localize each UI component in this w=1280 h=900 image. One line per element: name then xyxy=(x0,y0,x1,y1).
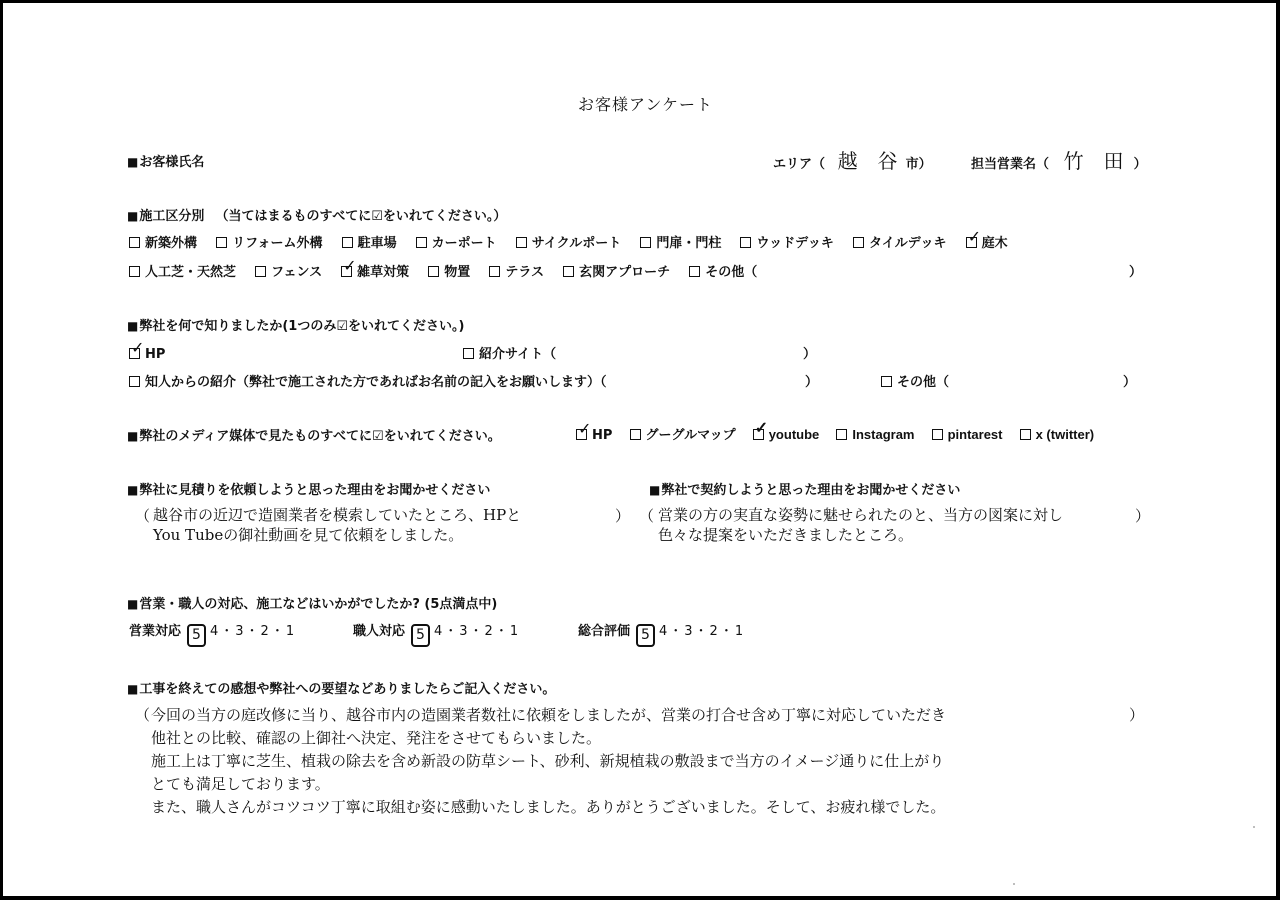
checkbox-icon[interactable] xyxy=(342,237,353,248)
estimate-reason-answer[interactable] xyxy=(153,505,521,545)
feedback-line: 施工上は丁寧に芝生、植栽の除去を含め新設の防草シート、砂利、新規植栽の敷設まで当方のイメージ通りに仕上がり xyxy=(151,752,945,770)
construction-row-1 xyxy=(129,232,1022,251)
rating-overall xyxy=(578,620,745,647)
paren-close: ） xyxy=(1133,157,1147,172)
scan-speck xyxy=(1253,826,1255,828)
feedback-line: 今回の当方の庭改修に当り、越谷市内の造園業者数社に依頼をしましたが、営業の打合せ含め丁寧に対応していただき xyxy=(151,706,947,724)
option-tiledeck[interactable]: タイルデッキ xyxy=(853,232,946,251)
checkbox-checked-icon[interactable] xyxy=(966,237,977,248)
checkbox-icon[interactable] xyxy=(489,266,500,277)
answer-line: 越谷市の近辺で造園業者を模索していたところ、HPと xyxy=(153,506,522,524)
paren-open: （ xyxy=(135,706,151,724)
estimate-reason-heading: ■ 弊社に見積りを依頼しようと思った理由をお聞かせください xyxy=(127,479,490,498)
contract-reason-heading: ■ 弊社で契約しようと思った理由をお聞かせください xyxy=(649,479,960,498)
checkbox-icon[interactable] xyxy=(129,266,140,277)
checkbox-checked-icon[interactable] xyxy=(753,429,764,440)
checkbox-icon[interactable] xyxy=(836,429,847,440)
feedback-line: 他社との比較、確認の上御社へ決定、発注をさせてもらいました。 xyxy=(151,729,602,747)
area-suffix: 市 xyxy=(905,157,919,172)
feedback-line: また、職人さんがコツコツ丁寧に取組む姿に感動いたしました。ありがとうございました。そして、お疲れ様でした。 xyxy=(151,798,946,816)
checkbox-icon[interactable] xyxy=(881,376,892,387)
checkbox-icon[interactable] xyxy=(932,429,943,440)
rating-label: 総合評価 xyxy=(578,624,631,639)
option-turf[interactable]: 人工芝・天然芝 xyxy=(129,261,236,280)
instruction-text: （当てはまるものすべてに☑をいれてください。） xyxy=(215,209,507,224)
option-shinchiku[interactable]: 新築外構 xyxy=(129,232,197,251)
site-close-paren: ） xyxy=(803,347,817,362)
option-fence[interactable]: フェンス xyxy=(255,261,322,280)
checkbox-icon[interactable] xyxy=(463,348,474,359)
selected-score-5[interactable]: 5 xyxy=(636,624,655,647)
contract-reason-answer[interactable] xyxy=(658,505,1063,545)
source-site[interactable] xyxy=(463,343,570,362)
option-reform[interactable]: リフォーム外構 xyxy=(216,232,322,251)
source-referral[interactable] xyxy=(129,371,621,390)
construction-row-2 xyxy=(129,261,771,280)
paren-open: （ xyxy=(1036,157,1050,172)
score-options[interactable]: 4・3・2・1 xyxy=(210,624,297,639)
checkbox-icon[interactable] xyxy=(1020,429,1031,440)
paren-open: （ xyxy=(135,507,151,525)
feedback-answer[interactable] xyxy=(151,704,946,819)
option-gate[interactable]: 門扉・門柱 xyxy=(640,232,721,251)
answer-line: You Tubeの御社動画を見て依頼をしました。 xyxy=(153,526,464,544)
source-other-label: その他（ xyxy=(897,375,950,390)
checkbox-icon[interactable] xyxy=(689,266,700,277)
paren-close: ） xyxy=(615,507,631,525)
sales-value: 竹 田 xyxy=(1063,149,1124,173)
feedback-heading: ■ 工事を終えての感想や弊社への要望などありましたらご記入ください。 xyxy=(127,678,555,697)
paren-close: ） xyxy=(1135,507,1151,525)
media-heading: ■ 弊社のメディア媒体で見たものすべてに☑をいれてください。 xyxy=(127,425,501,444)
checkbox-checked-icon[interactable] xyxy=(129,348,140,359)
area-label: エリア xyxy=(773,157,813,172)
page-title: お客様アンケート xyxy=(578,95,714,114)
checkbox-icon[interactable] xyxy=(129,237,140,248)
checkbox-icon[interactable] xyxy=(563,266,574,277)
option-cycleport[interactable]: サイクルポート xyxy=(516,232,621,251)
paren-open: （ xyxy=(812,157,826,172)
answer-line: 営業の方の実直な姿勢に魅せられたのと、当方の図案に対し xyxy=(658,506,1064,524)
checkbox-icon[interactable] xyxy=(516,237,527,248)
rating-label: 職人対応 xyxy=(353,624,406,639)
feedback-line: とても満足しております。 xyxy=(151,775,330,793)
checkbox-icon[interactable] xyxy=(630,429,641,440)
media-options xyxy=(576,424,1108,443)
source-hp-label: HP xyxy=(145,347,166,362)
media-pinterest[interactable]: pintarest xyxy=(932,427,1003,442)
rating-heading: ■ 営業・職人の対応、施工などはいかがでしたか? (5点満点中) xyxy=(127,593,497,612)
source-site-label: 紹介サイト（ xyxy=(479,347,557,362)
source-heading: ■ 弊社を何で知りましたか(1つのみ☑をいれてください。) xyxy=(127,315,464,334)
checkbox-icon[interactable] xyxy=(416,237,427,248)
option-parking[interactable]: 駐車場 xyxy=(342,232,397,251)
customer-name-label: ■ お客様氏名 xyxy=(127,151,204,170)
checkbox-checked-icon[interactable] xyxy=(576,429,587,440)
heading-text: ■ 施工区分別 xyxy=(127,209,204,224)
option-carport[interactable]: カーポート xyxy=(416,232,497,251)
score-options[interactable]: 4・3・2・1 xyxy=(659,624,746,639)
option-garden-tree[interactable]: ✓ 庭木 xyxy=(966,232,1008,251)
source-other[interactable] xyxy=(881,371,963,390)
media-twitter[interactable]: x (twitter) xyxy=(1020,427,1095,442)
option-wooddeck[interactable]: ウッドデッキ xyxy=(740,232,833,251)
checkbox-checked-icon[interactable] xyxy=(341,266,352,277)
scan-speck xyxy=(1013,883,1015,885)
selected-score-5[interactable]: 5 xyxy=(187,624,206,647)
checkbox-icon[interactable] xyxy=(428,266,439,277)
media-google-map[interactable]: グーグルマップ xyxy=(630,424,736,443)
source-hp[interactable] xyxy=(129,343,179,362)
source-referral-label: 知人からの紹介（弊社で施工された方であればお名前の記入をお願いします）（ xyxy=(145,375,607,390)
rating-label: 営業対応 xyxy=(129,624,182,639)
referral-close-paren: ） xyxy=(805,375,819,390)
rating-craftsman xyxy=(353,620,520,647)
option-weed-control[interactable]: ✓ 雑草対策 xyxy=(341,261,409,280)
other-close-paren: ） xyxy=(1129,265,1143,280)
sales-rep-field xyxy=(971,145,1147,174)
selected-score-5[interactable]: 5 xyxy=(411,624,430,647)
answer-line: 色々な提案をいただきましたところ。 xyxy=(658,526,914,544)
media-instagram[interactable]: Instagram xyxy=(836,427,914,442)
media-youtube[interactable]: ✓ youtube xyxy=(753,427,820,442)
option-approach[interactable]: 玄関アプローチ xyxy=(563,261,670,280)
rating-sales xyxy=(129,620,296,647)
checkbox-icon[interactable] xyxy=(216,237,227,248)
checkbox-icon[interactable] xyxy=(255,266,266,277)
paren-close: ） xyxy=(1129,706,1145,724)
checkbox-icon[interactable] xyxy=(640,237,651,248)
sales-label: 担当営業名 xyxy=(971,157,1037,172)
paren-open: （ xyxy=(639,507,655,525)
construction-heading xyxy=(127,205,506,224)
option-other[interactable]: その他（ xyxy=(689,261,757,280)
other-source-close-paren: ） xyxy=(1123,375,1137,390)
option-storage[interactable]: 物置 xyxy=(428,261,470,280)
area-value: 越 谷 xyxy=(837,149,898,173)
checkbox-icon[interactable] xyxy=(853,237,864,248)
score-options[interactable]: 4・3・2・1 xyxy=(434,624,521,639)
checkbox-icon[interactable] xyxy=(129,376,140,387)
survey-page xyxy=(3,3,1276,896)
area-field xyxy=(773,145,932,174)
media-hp[interactable]: ✓ HP xyxy=(576,428,612,443)
option-terrace[interactable]: テラス xyxy=(489,261,544,280)
paren-close: ） xyxy=(918,157,932,172)
checkbox-icon[interactable] xyxy=(740,237,751,248)
